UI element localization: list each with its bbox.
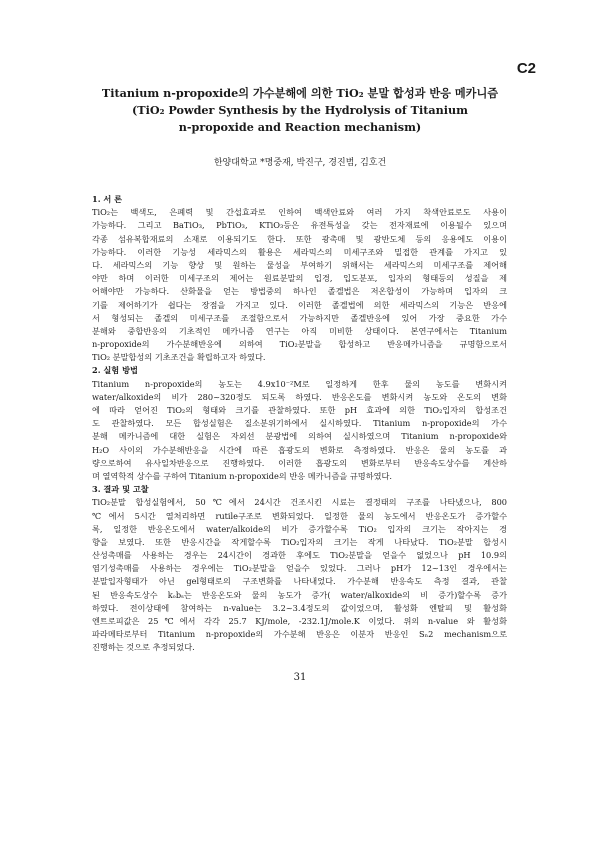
page-number: 31 xyxy=(293,672,307,683)
body-line: 도 관찰하였다. 모든 합성실험은 질소분위기하에서 실시하였다. Titanium n-propoxide의 가수 xyxy=(92,418,507,429)
section-heading: 2. 실험 방법 xyxy=(92,365,138,376)
body-line: ℃에서 5시간 열처리하면 rutile구조로 변화되었다. 일정한 물의 농도에서 반응온도가 증가할수 xyxy=(92,510,507,521)
section-heading: 3. 결과 및 고찰 xyxy=(92,484,149,495)
body-text xyxy=(92,193,507,655)
body-line: 분해 메카니즘에 대한 실험은 자외선 분광법에 의하여 실시하였으며 Titanium n-propoxide와 xyxy=(92,431,507,442)
body-line: 어해야만 가능하다. 산화물을 얻는 방법중의 하나인 졸겔법은 저온합성이 가능하며 입자의 크 xyxy=(92,286,507,297)
body-line: 염기성촉매를 사용하는 경우에는 TiO₂분말을 얻을수 있었다. 그러나 pH가 12~13인 경우에서는 xyxy=(92,563,507,574)
body-line: 분해와 중합반응의 기초적인 메카니즘 연구는 아직 미비한 상태이다. 본연구에서는 Titanium xyxy=(92,325,507,336)
title-english-line-1: (TiO₂ Powder Synthesis by the Hydrolysis of Titanium xyxy=(131,103,468,117)
session-code: C2 xyxy=(516,60,536,77)
body-line: 록, 일정한 반응온도에서 water/alkoide의 비가 증가할수록 TiO₂ 입자의 크기는 작아지는 경 xyxy=(92,523,507,534)
body-line: 서 형성되는 졸겔의 미세구조를 조절함으로서 가능하지만 졸겔반응에 있어 가장 중요한 가수 xyxy=(92,312,507,323)
body-line: Titanium n-propoxide의 농도는 4.9x10⁻²M로 일정하게 한후 물의 농도를 변화시켜 xyxy=(92,378,507,389)
body-line: 기를 제어하기가 쉽다는 장점을 가지고 있다. 이러한 졸겔법에 의한 세라믹스의 기능은 반응에 xyxy=(92,299,507,310)
body-line: 진행하는 것으로 추정되었다. xyxy=(92,642,195,653)
body-line: 된 반응속도상수 kₒbₛ는 반응온도와 물의 농도가 증가( water/alkoxide의 비 증가)할수록 증가 xyxy=(92,589,507,600)
title-english-line-2: n-propoxide and Reaction mechanism) xyxy=(178,120,422,134)
body-line: 다. 세라믹스의 기능 향상 및 원하는 물성을 부여하기 위해서는 세라믹스의 미세구조를 제어해 xyxy=(92,259,507,270)
body-line: 각종 섬유복합재료의 소재로 이용되기도 한다. 또한 광촉매 및 광반도체 등의 응용에도 이용이 xyxy=(92,233,507,244)
author-line: 한양대학교 *명중재, 박진구, 경진범, 김호건 xyxy=(213,158,387,168)
body-line: TiO₂는 백색도, 은폐력 및 간섭효과로 인하여 백색안료와 여러 가지 착색안료로도 사용이 xyxy=(92,207,507,218)
body-line: TiO₂분말 합성실험에서, 50℃에서 24시간 건조시킨 시료는 결정태의 구조를 나타냈으나, 800 xyxy=(92,497,507,508)
body-line: TiO₂ 분말합성의 기초조건을 확립하고자 하였다. xyxy=(92,352,266,363)
body-line: 하였다. 전이상태에 참여하는 n-value는 3.2~3.4정도의 값이었으며, 활성화 엔탈피 및 활성화 xyxy=(92,602,507,613)
body-line: water/alkoxide의 비가 280~320정도 되도록 하였다. 반응온도를 변화시켜 농도와 온도의 변화 xyxy=(92,391,507,402)
body-line: 가능하다. 이러한 기능성 세라믹스의 활용은 세라믹스의 미세구조와 밀접한 관계를 가지고 있 xyxy=(92,246,507,257)
body-line: 에 따라 얻어진 TiO₂의 형태와 크기를 관찰하였다. 또한 pH 효과에 의한 TiO₂입자의 합성조건 xyxy=(92,405,507,415)
body-line: 가능하다. 그리고 BaTiO₃, PbTiO₃, KTiO₃등은 유전특성을 갖는 전자재료에 이용될수 있으며 xyxy=(92,220,507,231)
body-line: 량으로하여 유사일차반응으로 진행하였다. 이러한 흡광도의 변화로부터 반응속도상수를 계산하 xyxy=(92,457,507,468)
body-line: 며 열역학적 상수를 구하여 Titanium n-propoxide의 반응 메카니즘을 규명하였다. xyxy=(92,470,393,481)
title-korean: Titanium n-propoxide의 가수분해에 의한 TiO₂ 분말 합성과 반응 메카니즘 xyxy=(101,86,499,100)
body-line: 엔트로피값은 25℃에서 각각 25.7 KJ/mole, -232.1J/mole.K 이었다. 위의 n-value 와 활성화 xyxy=(92,616,507,626)
body-line: 향을 보였다. 또한 반응시간을 작게할수록 TiO₂입자의 크기는 작게 나타났다. TiO₂분말 합성시 xyxy=(92,536,507,547)
body-line: 야만 하며 이러한 미세구조의 제어는 원료분말의 입경, 입도분포, 입자의 형태등의 성질을 제 xyxy=(92,273,507,284)
section-heading: 1. 서 론 xyxy=(92,194,123,204)
body-line: 산성촉매를 사용하는 경우는 24시간이 경과한 후에도 TiO₂분말을 얻을수 없었으나 pH 10.9의 xyxy=(92,550,507,561)
body-line: H₂O 사이의 가수분해반응을 시간에 따른 흡광도의 변화로 측정하였다. 반응은 물의 농도를 과 xyxy=(92,444,507,455)
body-line: 분말입자형태가 아닌 gel형태로의 구조변화를 나타내었다. 가수분해 반응속도 측정 결과, 관찰 xyxy=(92,576,507,587)
body-line: 파라메타로부터 Titanium n-propoxide의 가수분해 반응은 이분자 반응인 Sₙ2 mechanism으로 xyxy=(92,629,507,640)
body-line: n-propoxide의 가수분해반응에 의하여 TiO₂분말을 합성하고 반응메카니즘을 규명함으로서 xyxy=(92,339,507,350)
